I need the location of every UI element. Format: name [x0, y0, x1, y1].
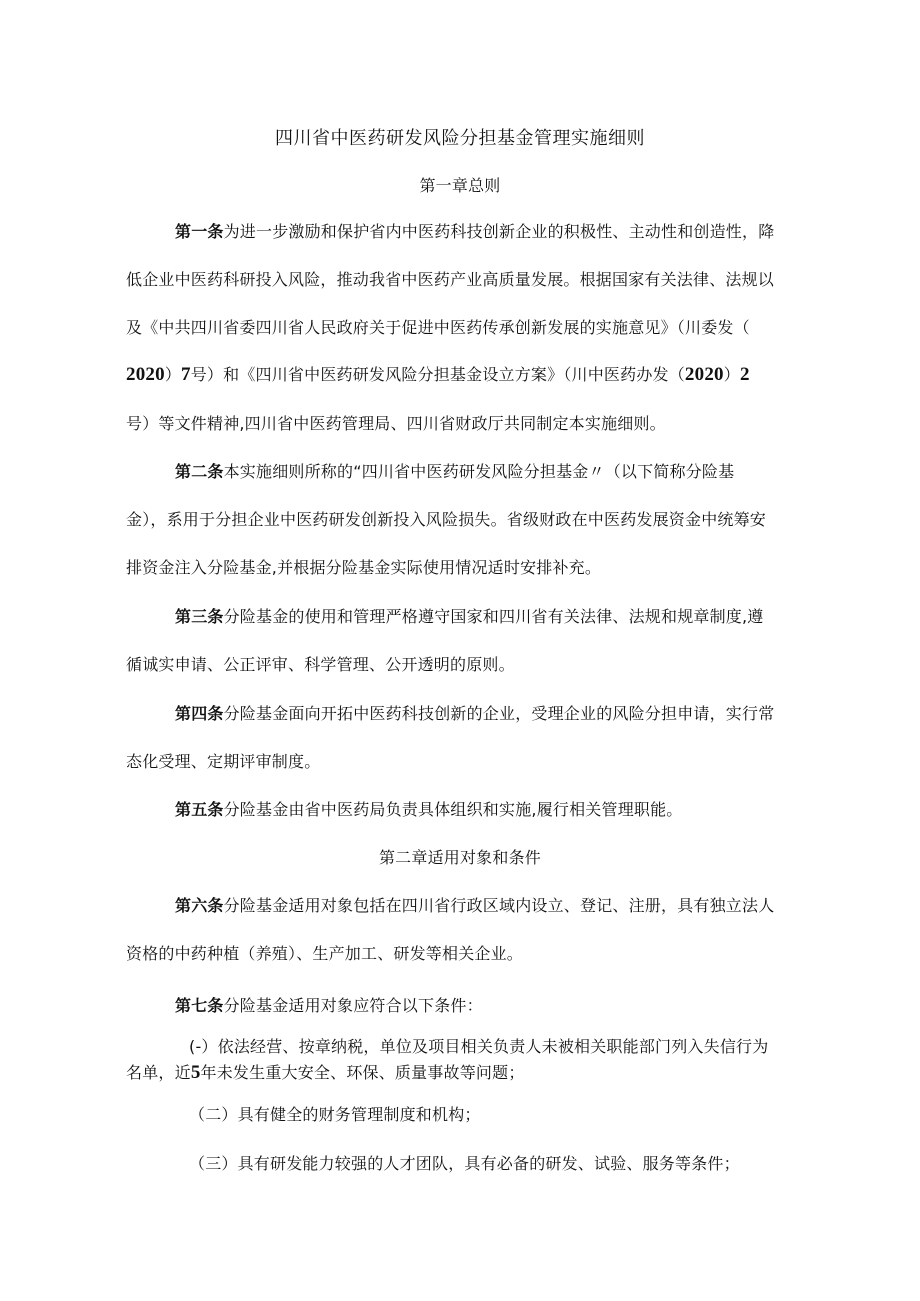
- article-text: 金），系用于分担企业中医药研发创新投入风险损失。省级财政在中医药发展资金中统筹安: [126, 510, 767, 529]
- condition-item: （二）具有健全的财务管理制度和机构；: [189, 1105, 481, 1124]
- article-label: 第一条: [175, 222, 224, 241]
- chapter-heading: 第二章适用对象和条件: [378, 848, 541, 867]
- article-paragraph: [175, 607, 764, 627]
- article-paragraph: [175, 704, 774, 724]
- article-label: 第七条: [175, 996, 224, 1015]
- article-text: 号）等文件精神,四川省中医药管理局、四川省财政厅共同制定本实施细则。: [126, 414, 666, 433]
- article-text: 排资金注入分险基金,并根据分险基金实际使用情况适时安排补充。: [126, 558, 602, 577]
- article-text: 分险基金由省中医药局负责具体组织和实施,履行相关管理职能。: [223, 800, 683, 819]
- article-text: ）: [164, 365, 182, 384]
- article-text: ）: [723, 365, 740, 384]
- article-label: 第四条: [175, 704, 224, 723]
- article-text: 分险基金面向开拓中医药科技创新的企业，受理企业的风险分担申请，实行常: [223, 704, 775, 723]
- article-label: 第三条: [175, 607, 224, 626]
- article-text: 分险基金适用对象包括在四川省行政区域内设立、登记、注册，具有独立法人: [223, 896, 775, 915]
- condition-item-continuation: [126, 1063, 525, 1083]
- article-text: 分险基金的使用和管理严格遵守国家和四川省有关法律、法规和规章制度,遵: [223, 607, 764, 626]
- condition-item: （三）具有研发能力较强的人才团队，具有必备的研发、试验、服务等条件；: [189, 1154, 740, 1173]
- article-text: 循诚实申请、公正评审、科学管理、公开透明的原则。: [126, 655, 515, 674]
- article-label: 第五条: [175, 800, 224, 819]
- article-text-line: [126, 365, 750, 385]
- article-text: 本实施细则所称的“四川省中医药研发风险分担基金〃（以下简称分险基: [223, 462, 735, 481]
- year-number: 2020: [684, 364, 724, 385]
- years-number: 5: [190, 1062, 201, 1083]
- document-title: 四川省中医药研发风险分担基金管理实施细则: [275, 128, 645, 149]
- article-text: 及《中共四川省委四川省人民政府关于促进中医药传承创新发展的实施意见》（川委发（: [126, 318, 750, 337]
- article-text: 分险基金适用对象应符合以下条件：: [223, 996, 483, 1015]
- article-label: 第六条: [175, 896, 224, 915]
- article-text: 资格的中药种植（养殖）、生产加工、研发等相关企业。: [126, 944, 524, 963]
- article-text: 为进一步激励和保护省内中医药科技创新企业的积极性、主动性和创造性，降: [223, 222, 775, 241]
- doc-number: 2: [739, 364, 750, 385]
- condition-item: (-）依法经营、按章纳税，单位及项目相关负责人未被相关职能部门列入失信行为: [189, 1037, 769, 1056]
- article-paragraph: [175, 896, 774, 916]
- article-text: 年未发生重大安全、环保、质量事故等问题；: [200, 1063, 525, 1082]
- article-paragraph: [175, 462, 734, 482]
- article-paragraph: [175, 996, 483, 1016]
- year-number: 2020: [126, 364, 165, 385]
- article-text: 号）和《四川省中医药研发风险分担基金设立方案》（川中医药办发（: [190, 365, 685, 384]
- article-paragraph: [175, 222, 774, 242]
- doc-number: 7: [181, 364, 191, 385]
- chapter-heading: 第一章总则: [419, 176, 501, 195]
- article-text: 态化受理、定期评审制度。: [126, 752, 321, 771]
- article-text: 低企业中医药科研投入风险，推动我省中医药产业高质量发展。根据国家有关法律、法规以: [126, 270, 775, 289]
- article-paragraph: [175, 800, 683, 820]
- article-text: 名单，近: [126, 1063, 191, 1082]
- article-label: 第二条: [175, 462, 224, 481]
